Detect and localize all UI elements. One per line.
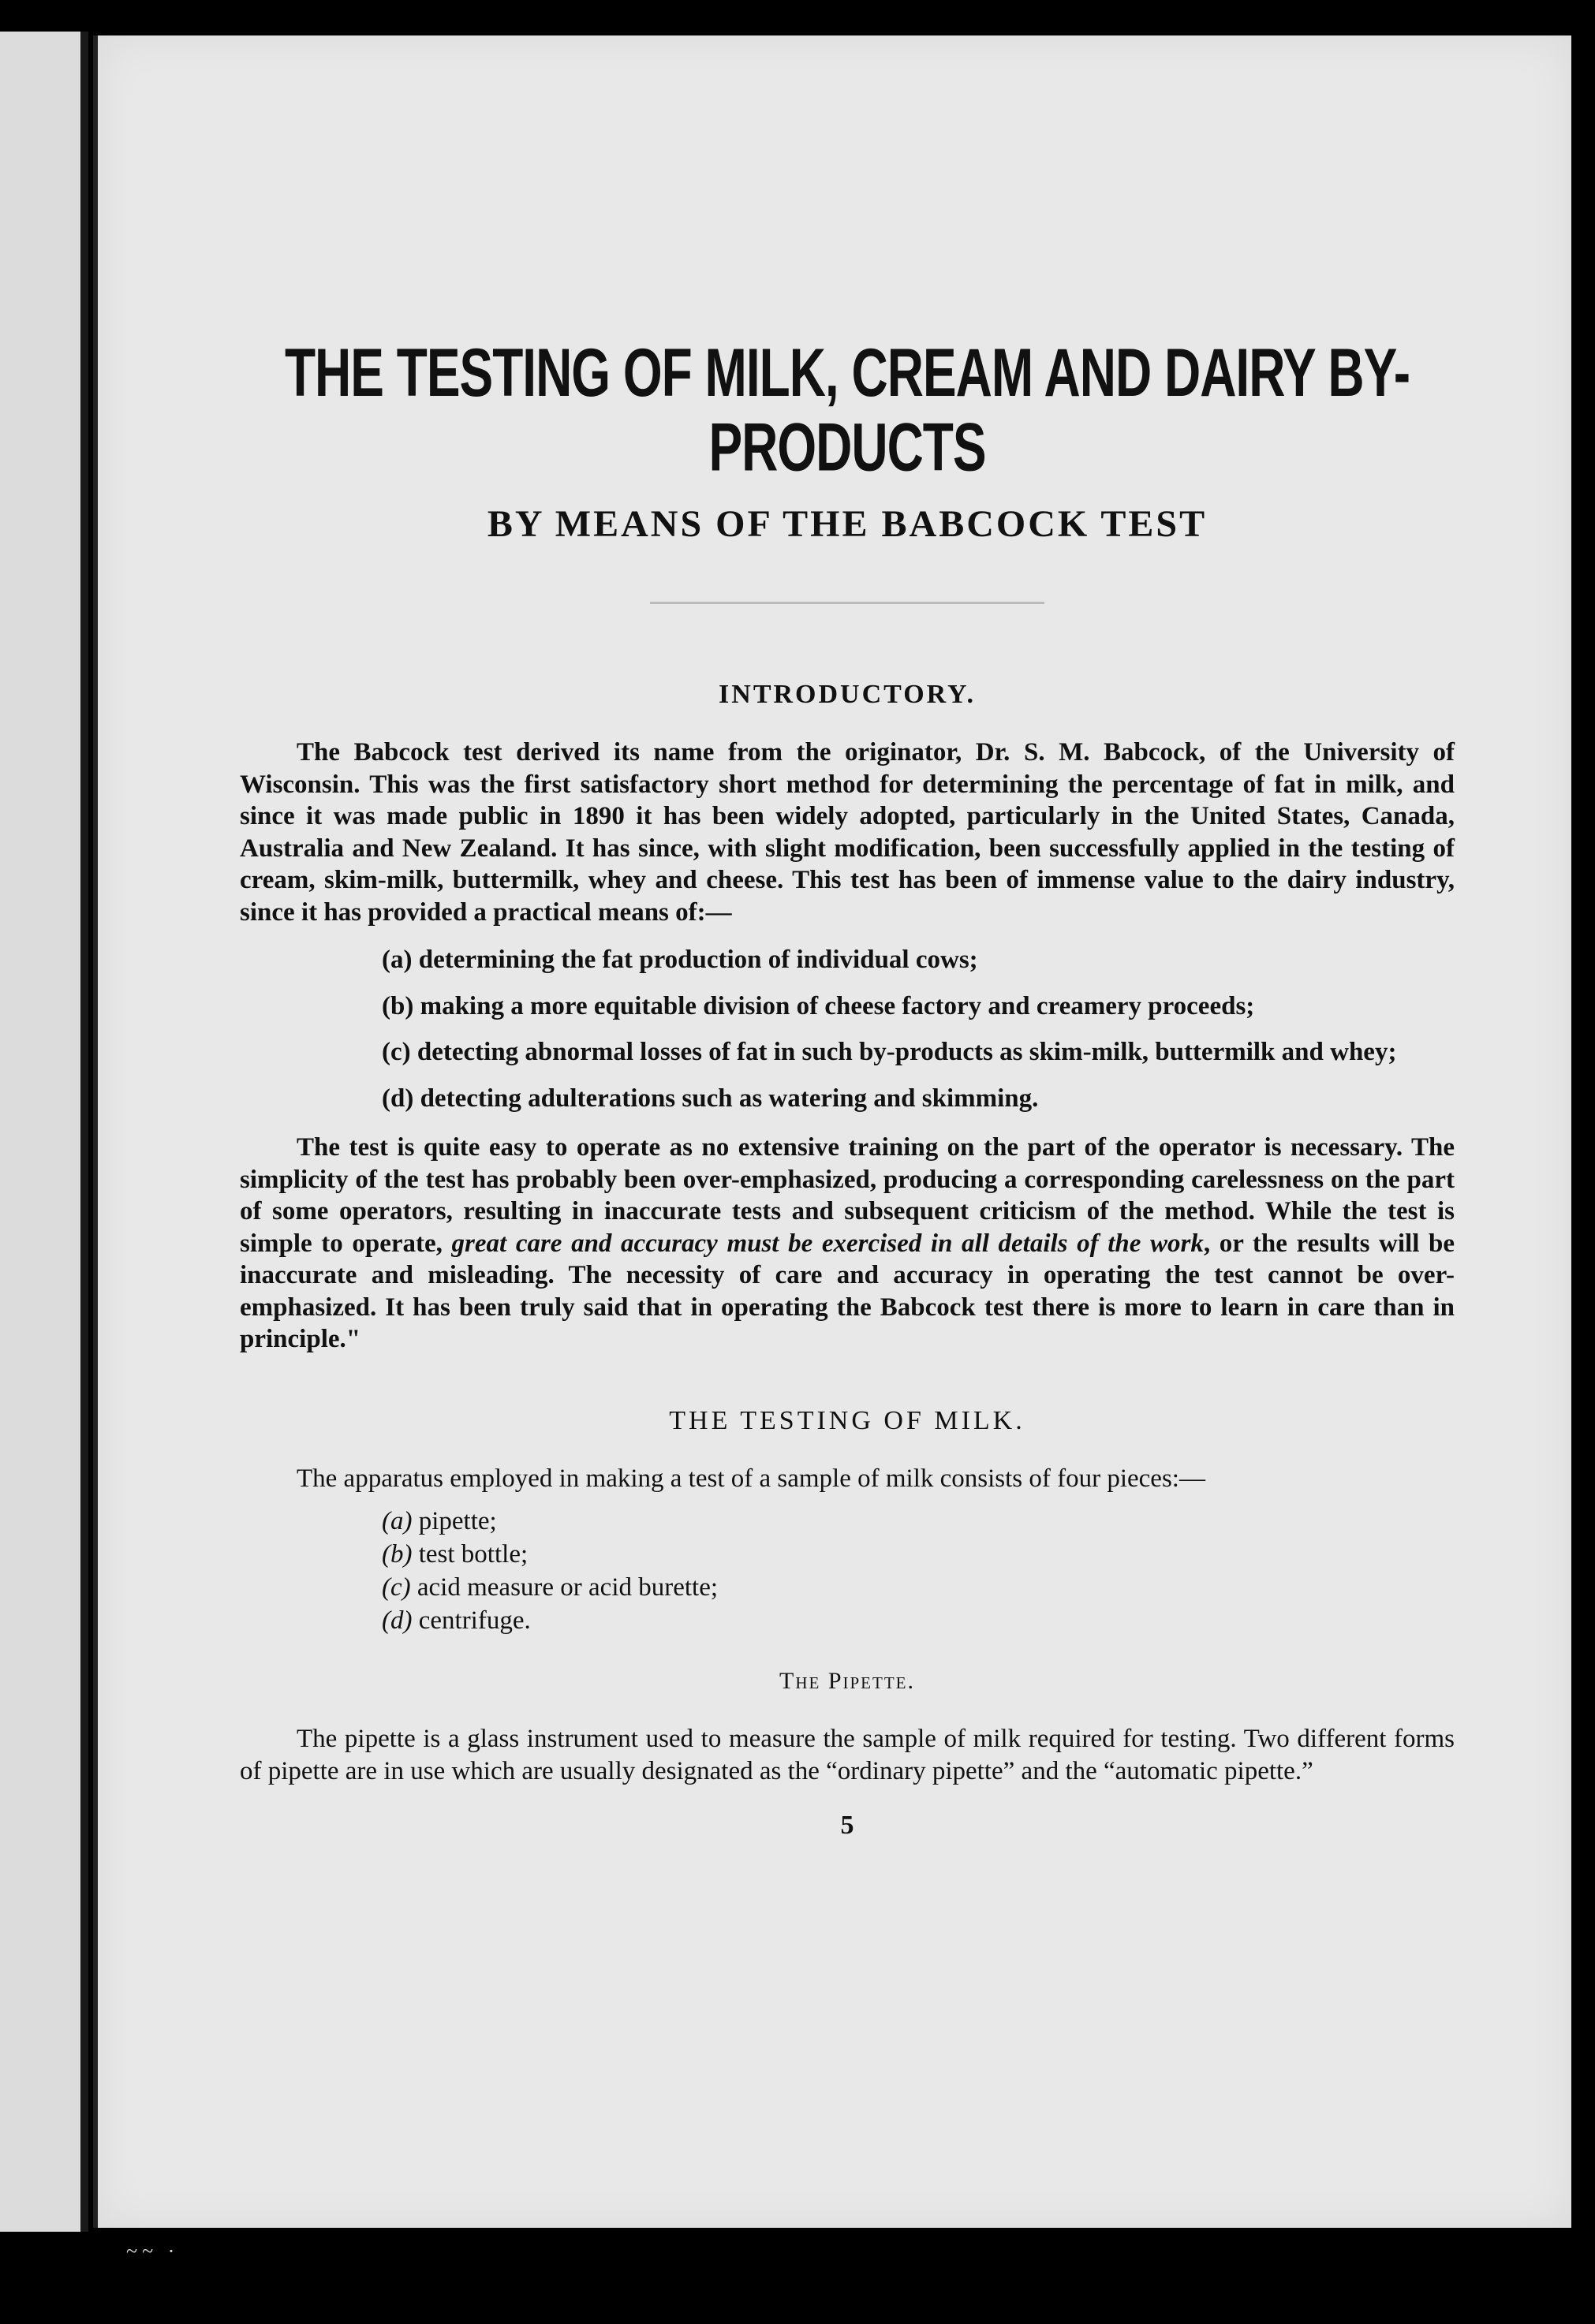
apparatus-item: [382, 1605, 1455, 1636]
testing-milk-heading: THE TESTING OF MILK.: [669, 1405, 1025, 1435]
document-page: [93, 35, 1571, 2228]
operation-text-end: , or the results will be inaccurate and misleading. The necessity of care and accuracy in operating the test cannot be over-emphasized. It has been truly said that in operating the Babcock test there is more to learn in care than in principle.": [240, 1229, 1455, 1353]
page-content: [240, 335, 1455, 1841]
apparatus-item: [382, 1539, 1455, 1570]
operation-paragraph: [240, 1132, 1455, 1356]
list-item-c: (c) detecting abnormal losses of fat in such by-products as skim-milk, buttermilk and whey;: [382, 1038, 1397, 1066]
list-item-d: (d) detecting adulterations such as watering and skimming.: [382, 1084, 1039, 1113]
apparatus-item: [382, 1572, 1455, 1603]
pipette-heading: The Pipette.: [779, 1668, 915, 1694]
apparatus-list: [382, 1505, 1455, 1636]
apparatus-paragraph: The apparatus employed in making a test of a sample of milk consists of four pieces:—: [297, 1464, 1205, 1493]
title-divider: [650, 602, 1044, 604]
introductory-section: [240, 737, 1455, 1356]
apparatus-item-label: (c): [382, 1573, 411, 1602]
scan-artifact: ~~ ·: [126, 2240, 180, 2262]
apparatus-item-text: centrifuge.: [418, 1606, 531, 1635]
list-item-a: (a) determining the fat production of individual cows;: [382, 946, 978, 974]
introductory-heading: INTRODUCTORY.: [719, 680, 976, 709]
apparatus-item-text: acid measure or acid burette;: [416, 1573, 719, 1602]
operation-text-start: The test is quite easy to operate as no extensive training on the part of the operator is necessary. The simplicity of the test has probably been over-emphasized, producing a corresponding carelessness on the part of some operators, resulting in inaccurate tests and subsequent criticism of the method. While the test is simple to operate,: [240, 1133, 1455, 1258]
apparatus-item-label: (d): [382, 1606, 413, 1635]
operation-emphasis: great care and accuracy must be exercised in all details of the work: [451, 1229, 1204, 1258]
apparatus-item: [382, 1505, 1455, 1537]
document-title: THE TESTING OF MILK, CREAM AND DAIRY BY-PRODUCTS: [284, 334, 1410, 486]
apparatus-item-label: (a): [382, 1507, 413, 1535]
introductory-paragraph: The Babcock test derived its name from the originator, Dr. S. M. Babcock, of the University of Wisconsin. This was the first satisfactory short method for determining the percentage of fat in milk, and since it was made public in 1890 it has been widely adopted, particularly in the United States, Canada, Australia and New Zealand. It has since, with slight modification, been successfully applied in the testing of cream, skim-milk, buttermilk, whey and cheese. This test has been of immense value to the dairy industry, since it has provided a practical means of:—: [240, 738, 1455, 927]
apparatus-item-label: (b): [382, 1540, 413, 1569]
apparatus-item-text: test bottle;: [418, 1540, 529, 1569]
previous-page-edge: [0, 32, 88, 2232]
pipette-paragraph: The pipette is a glass instrument used to measure the sample of milk required for testing. Two different forms of pipette are in use which are usually designated as the “ordinary pipette” and the “automatic pipette.”: [240, 1725, 1455, 1785]
list-item-b: (b) making a more equitable division of cheese factory and creamery proceeds;: [382, 991, 1255, 1020]
page-number: 5: [840, 1811, 854, 1840]
apparatus-item-text: pipette;: [418, 1507, 497, 1535]
document-subtitle: BY MEANS OF THE BABCOCK TEST: [487, 503, 1208, 545]
